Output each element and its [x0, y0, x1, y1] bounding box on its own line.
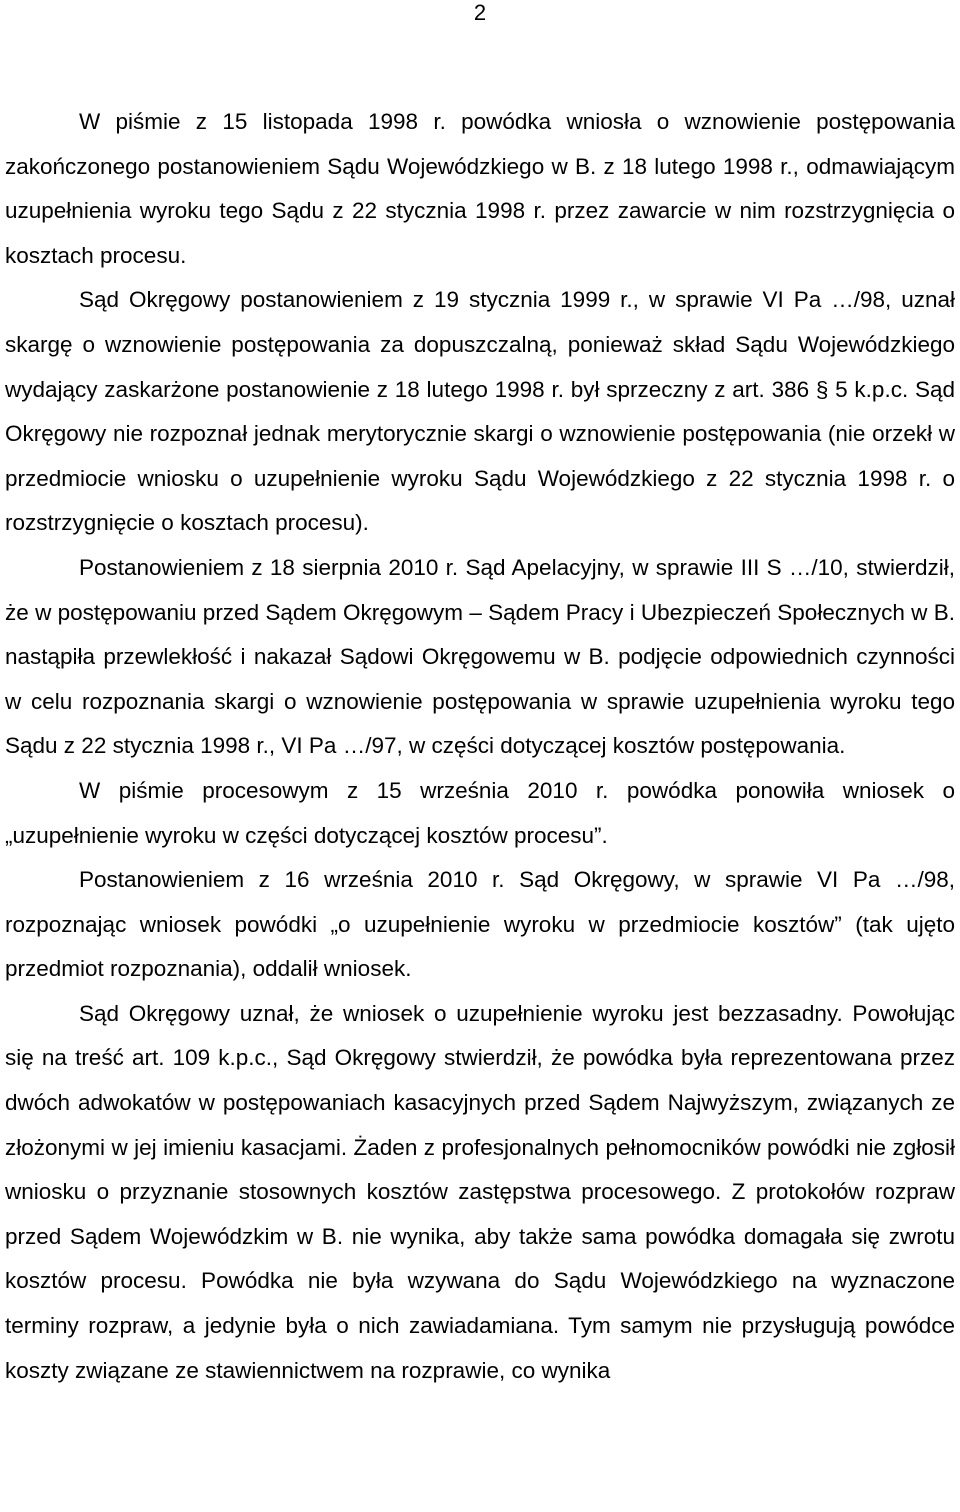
paragraph-1: W piśmie z 15 listopada 1998 r. powódka wniosła o wznowienie postępowania zakończonego postanowieniem Sądu Wojewódzkiego w B. z 18 lutego 1998 r., odmawiającym uzupełnienia wyroku tego Sądu z 22 stycznia 1998 r. przez zawarcie w nim rozstrzygnięcia o kosztach procesu.	[5, 109, 955, 268]
paragraph-4: W piśmie procesowym z 15 września 2010 r. powódka ponowiła wniosek o „uzupełnienie wyroku w części dotyczącej kosztów procesu”.	[5, 777, 955, 848]
page-number: 2	[473, 0, 487, 25]
paragraph-3: Postanowieniem z 18 sierpnia 2010 r. Sąd Apelacyjny, w sprawie III S …/10, stwierdził, że w postępowaniu przed Sądem Okręgowym – Sądem Pracy i Ubezpieczeń Społecznych w B. nastąpiła przewlekłość i nakazał Sądowi Okręgowemu w B. podjęcie odpowiednich czynności w celu rozpoznania skargi o wznowienie postępowania w sprawie uzupełnienia wyroku tego Sądu z 22 stycznia 1998 r., VI Pa …/97, w części dotyczącej kosztów postępowania.	[5, 554, 955, 759]
document-body	[5, 100, 955, 1393]
paragraph-2: Sąd Okręgowy postanowieniem z 19 stycznia 1999 r., w sprawie VI Pa …/98, uznał skargę o wznowienie postępowania za dopuszczalną, ponieważ skład Sądu Wojewódzkiego wydający zaskarżone postanowienie z 18 lutego 1998 r. był sprzeczny z art. 386 § 5 k.p.c. Sąd Okręgowy nie rozpoznał jednak merytorycznie skargi o wznowienie postępowania (nie orzekł w przedmiocie wniosku o uzupełnienie wyroku Sądu Wojewódzkiego z 22 stycznia 1998 r. o rozstrzygnięcie o kosztach procesu).	[5, 287, 955, 536]
paragraph-5: Postanowieniem z 16 września 2010 r. Sąd Okręgowy, w sprawie VI Pa …/98, rozpoznając wniosek powódki „o uzupełnienie wyroku w przedmiocie kosztów” (tak ujęto przedmiot rozpoznania), oddalił wniosek.	[5, 867, 955, 982]
paragraph-6: Sąd Okręgowy uznał, że wniosek o uzupełnienie wyroku jest bezzasadny. Powołując się na treść art. 109 k.p.c., Sąd Okręgowy stwierdził, że powódka była reprezentowana przez dwóch adwokatów w postępowaniach kasacyjnych przed Sądem Najwyższym, związanych ze złożonymi w jej imieniu kasacjami. Żaden z profesjonalnych pełnomocników powódki nie zgłosił wniosku o przyznanie stosownych kosztów zastępstwa procesowego. Z protokołów rozpraw przed Sądem Wojewódzkim w B. nie wynika, aby także sama powódka domagała się zwrotu kosztów procesu. Powódka nie była wzywana do Sądu Wojewódzkiego na wyznaczone terminy rozpraw, a jedynie była o nich zawiadamiana. Tym samym nie przysługują powódce koszty związane ze stawiennictwem na rozprawie, co wynika	[5, 1000, 955, 1383]
